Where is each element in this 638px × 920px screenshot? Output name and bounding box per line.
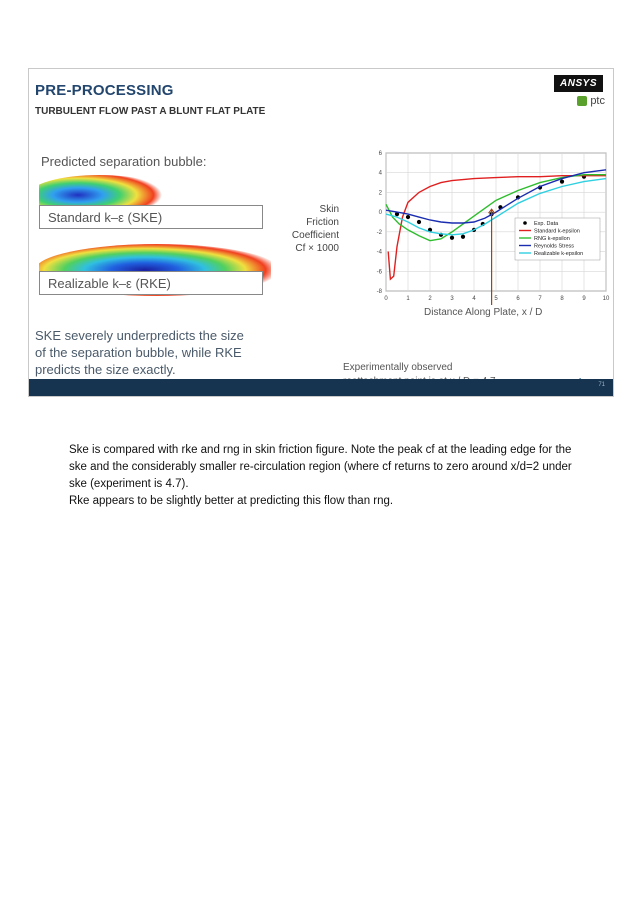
skin-label-line: Cf × 1000 — [295, 243, 339, 254]
x-tick-label: 7 — [538, 296, 542, 302]
distance-axis-label: Distance Along Plate, x / D — [424, 307, 543, 318]
x-tick-label: 10 — [602, 296, 610, 302]
notes-paragraph: Ske is compared with rke and rng in skin friction figure. Note the peak cf at the leading edge for the ske and the considerably smaller re-circulation region (where cf returns to zero around x/d=2 under ske (experiment is 4.7). — [69, 444, 572, 490]
x-tick-label: 2 — [428, 296, 432, 302]
skin-friction-chart — [341, 147, 611, 307]
exp-data-point — [560, 179, 564, 183]
predicted-bubble-label: Predicted separation bubble: — [41, 154, 207, 169]
legend-entry: RNG k-epsilon — [534, 236, 570, 242]
ptc-logo — [577, 95, 605, 107]
exp-data-point — [450, 236, 454, 240]
x-tick-label: 8 — [560, 296, 564, 302]
y-tick-label: 0 — [378, 210, 382, 217]
slide — [28, 68, 614, 397]
y-tick-label: -2 — [376, 229, 382, 236]
slide-title: PRE-PROCESSING — [35, 82, 174, 99]
x-tick-label: 9 — [582, 296, 586, 302]
slide-number: 71 — [598, 382, 605, 388]
exp-data-point — [417, 220, 421, 224]
x-tick-label: 5 — [494, 296, 498, 302]
summary-line: SKE severely underpredicts the size — [35, 328, 244, 343]
legend-entry: Reynolds Stress — [534, 243, 575, 250]
ptc-logo-text: ptc — [590, 95, 605, 107]
legend-marker — [523, 221, 527, 225]
skin-label-line: Skin — [319, 204, 339, 215]
x-tick-label: 6 — [516, 296, 520, 302]
skin-label-line: Friction — [306, 217, 339, 228]
x-tick-label: 3 — [450, 296, 454, 302]
summary-text — [35, 327, 315, 378]
ptc-icon — [577, 96, 587, 106]
legend-entry: Standard k-epsilon — [534, 228, 580, 235]
slide-subtitle: TURBULENT FLOW PAST A BLUNT FLAT PLATE — [35, 106, 266, 117]
legend-entry: Realizable k-epsilon — [534, 251, 584, 257]
y-tick-label: 4 — [378, 170, 382, 177]
exp-data-point — [461, 235, 465, 239]
skin-label-line: Coefficient — [291, 230, 339, 241]
skin-friction-label — [269, 203, 339, 255]
y-tick-label: 2 — [378, 190, 382, 197]
y-tick-label: -6 — [376, 269, 382, 276]
exp-data-point — [406, 215, 410, 219]
y-tick-label: -4 — [376, 249, 382, 256]
x-tick-label: 1 — [406, 296, 410, 302]
y-tick-label: -8 — [376, 289, 382, 295]
speaker-notes — [69, 442, 589, 510]
notes-paragraph: Rke appears to be slightly better at predicting this flow than rng. — [69, 495, 394, 507]
slide-footer — [29, 379, 613, 396]
x-tick-label: 0 — [384, 296, 388, 302]
model-label-ske: Standard k–ε (SKE) — [39, 205, 263, 229]
summary-line: predicts the size exactly. — [35, 362, 176, 377]
y-tick-label: 6 — [378, 151, 382, 157]
legend-entry: Exp. Data — [534, 221, 559, 227]
model-label-rke: Realizable k–ε (RKE) — [39, 271, 263, 295]
x-tick-label: 4 — [472, 296, 476, 302]
experiment-note-line: Experimentally observed — [343, 362, 453, 373]
ansys-logo: ANSYS — [554, 75, 603, 92]
summary-line: of the separation bubble, while RKE — [35, 345, 242, 360]
